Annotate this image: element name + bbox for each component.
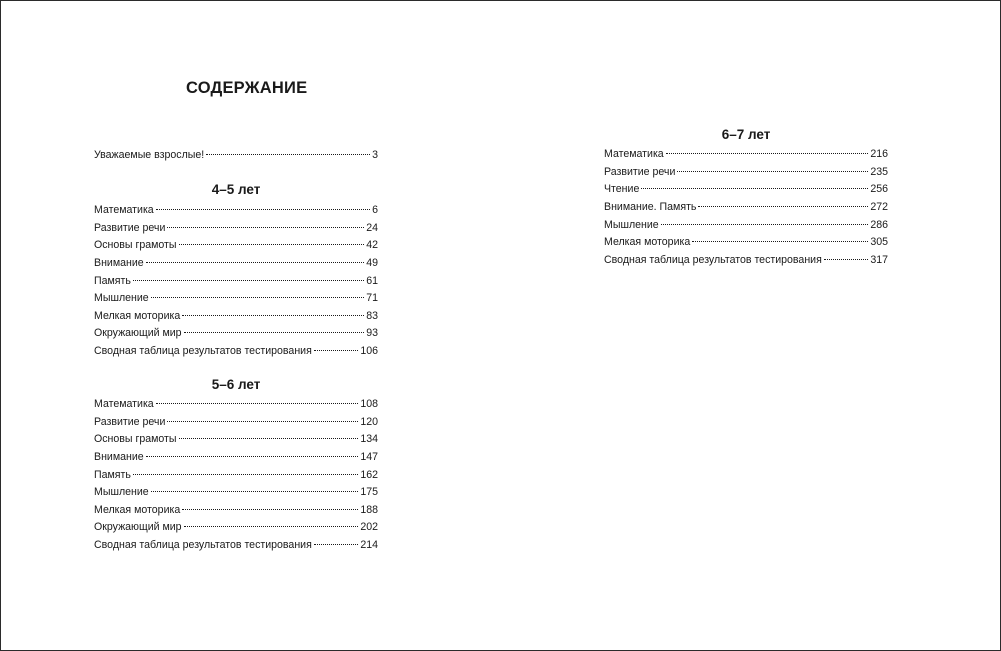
toc-entry-label: Математика <box>94 398 154 410</box>
toc-entry-label: Уважаемые взрослые! <box>94 149 205 161</box>
toc-entry-page: 272 <box>870 200 888 213</box>
toc-intro <box>94 147 378 165</box>
toc-entry-label: Память <box>94 468 131 481</box>
toc-list-6-7 <box>604 146 888 269</box>
toc-entry[interactable] <box>94 325 378 343</box>
leader-dots <box>146 455 359 457</box>
toc-entry-page: 120 <box>360 415 378 428</box>
toc-entry-page: 216 <box>870 148 888 160</box>
toc-entry[interactable] <box>604 181 888 199</box>
toc-entry-page: 202 <box>360 521 378 534</box>
section-heading-5-6: 5–6 лет <box>211 377 261 392</box>
toc-entry[interactable] <box>94 396 378 414</box>
page-title: СОДЕРЖАНИЕ <box>186 79 308 97</box>
leader-dots <box>151 296 365 298</box>
toc-entry[interactable] <box>94 467 378 485</box>
toc-entry-label: Мелкая моторика <box>604 236 691 249</box>
toc-entry-label: Сводная таблица результатов тестирования <box>94 539 312 552</box>
toc-entry-label: Мышление <box>604 218 659 231</box>
leader-dots <box>167 226 364 228</box>
toc-entry-page: 214 <box>360 539 378 552</box>
toc-entry-page: 286 <box>870 218 888 231</box>
toc-entry[interactable] <box>94 519 378 537</box>
toc-entry-page: 235 <box>870 165 888 178</box>
toc-entry-page: 106 <box>360 345 378 358</box>
toc-entry-page: 6 <box>372 204 378 216</box>
toc-entry-label: Внимание <box>94 256 144 269</box>
toc-entry-page: 3 <box>372 149 378 161</box>
toc-entry-page: 83 <box>366 309 378 322</box>
toc-entry-label: Мелкая моторика <box>94 503 181 516</box>
toc-entry-label: Основы грамоты <box>94 239 177 252</box>
leader-dots <box>206 153 370 155</box>
leader-dots <box>133 279 364 281</box>
toc-entry-page: 49 <box>366 256 378 269</box>
toc-entry-page: 108 <box>360 398 378 410</box>
leader-dots <box>677 170 868 172</box>
leader-dots <box>167 420 358 422</box>
leader-dots <box>824 258 868 260</box>
leader-dots <box>314 543 358 545</box>
toc-entry[interactable] <box>94 502 378 520</box>
toc-entry-label: Внимание <box>94 450 144 463</box>
toc-entry[interactable] <box>94 147 378 165</box>
toc-entry-page: 317 <box>870 253 888 266</box>
toc-entry-label: Мышление <box>94 292 149 305</box>
toc-entry-label: Мышление <box>94 486 149 499</box>
toc-list-5-6 <box>94 396 378 555</box>
toc-entry[interactable] <box>94 308 378 326</box>
leader-dots <box>661 223 869 225</box>
toc-entry-page: 93 <box>366 327 378 340</box>
leader-dots <box>133 473 358 475</box>
leader-dots <box>182 508 358 510</box>
toc-entry[interactable] <box>604 199 888 217</box>
leader-dots <box>641 187 868 189</box>
toc-entry-label: Развитие речи <box>604 165 676 178</box>
toc-entry[interactable] <box>94 414 378 432</box>
toc-entry-page: 175 <box>360 486 378 499</box>
toc-entry-label: Математика <box>94 204 154 216</box>
toc-entry-label: Внимание. Память <box>604 200 697 213</box>
toc-entry-label: Развитие речи <box>94 221 166 234</box>
leader-dots <box>692 240 868 242</box>
toc-entry-page: 134 <box>360 433 378 446</box>
section-heading-4-5: 4–5 лет <box>211 182 261 197</box>
leader-dots <box>698 205 868 207</box>
section-heading-6-7: 6–7 лет <box>721 127 771 142</box>
toc-entry-page: 24 <box>366 221 378 234</box>
leader-dots <box>151 490 359 492</box>
toc-entry[interactable] <box>94 449 378 467</box>
leader-dots <box>184 525 359 527</box>
toc-entry[interactable] <box>94 202 378 220</box>
toc-entry[interactable] <box>604 234 888 252</box>
leader-dots <box>179 437 359 439</box>
toc-entry[interactable] <box>604 252 888 270</box>
leader-dots <box>666 152 869 154</box>
toc-entry[interactable] <box>94 484 378 502</box>
toc-entry[interactable] <box>604 217 888 235</box>
toc-entry-label: Математика <box>604 148 664 160</box>
toc-list-4-5 <box>94 202 378 361</box>
toc-entry-label: Мелкая моторика <box>94 309 181 322</box>
toc-entry[interactable] <box>94 290 378 308</box>
toc-entry[interactable] <box>604 146 888 164</box>
toc-entry[interactable] <box>94 343 378 361</box>
toc-entry[interactable] <box>94 431 378 449</box>
toc-entry-label: Сводная таблица результатов тестирования <box>604 253 822 266</box>
leader-dots <box>156 402 359 404</box>
toc-entry[interactable] <box>94 220 378 238</box>
leader-dots <box>179 243 365 245</box>
toc-entry[interactable] <box>94 537 378 555</box>
toc-entry-label: Развитие речи <box>94 415 166 428</box>
toc-entry[interactable] <box>94 273 378 291</box>
leader-dots <box>146 261 365 263</box>
toc-entry-label: Память <box>94 274 131 287</box>
toc-entry-label: Сводная таблица результатов тестирования <box>94 345 312 358</box>
toc-entry-label: Основы грамоты <box>94 433 177 446</box>
leader-dots <box>182 314 364 316</box>
toc-entry-page: 71 <box>366 292 378 305</box>
toc-entry-label: Чтение <box>604 183 640 196</box>
toc-entry-page: 61 <box>366 274 378 287</box>
toc-entry-page: 147 <box>360 450 378 463</box>
toc-entry-page: 188 <box>360 503 378 516</box>
toc-entry-label: Окружающий мир <box>94 327 182 340</box>
leader-dots <box>314 349 358 351</box>
toc-entry-label: Окружающий мир <box>94 521 182 534</box>
toc-entry[interactable] <box>94 255 378 273</box>
toc-entry-page: 42 <box>366 239 378 252</box>
toc-entry-page: 256 <box>870 183 888 196</box>
toc-entry[interactable] <box>604 164 888 182</box>
leader-dots <box>156 208 370 210</box>
toc-entry-page: 305 <box>870 236 888 249</box>
toc-entry[interactable] <box>94 237 378 255</box>
leader-dots <box>184 331 365 333</box>
toc-entry-page: 162 <box>360 468 378 481</box>
